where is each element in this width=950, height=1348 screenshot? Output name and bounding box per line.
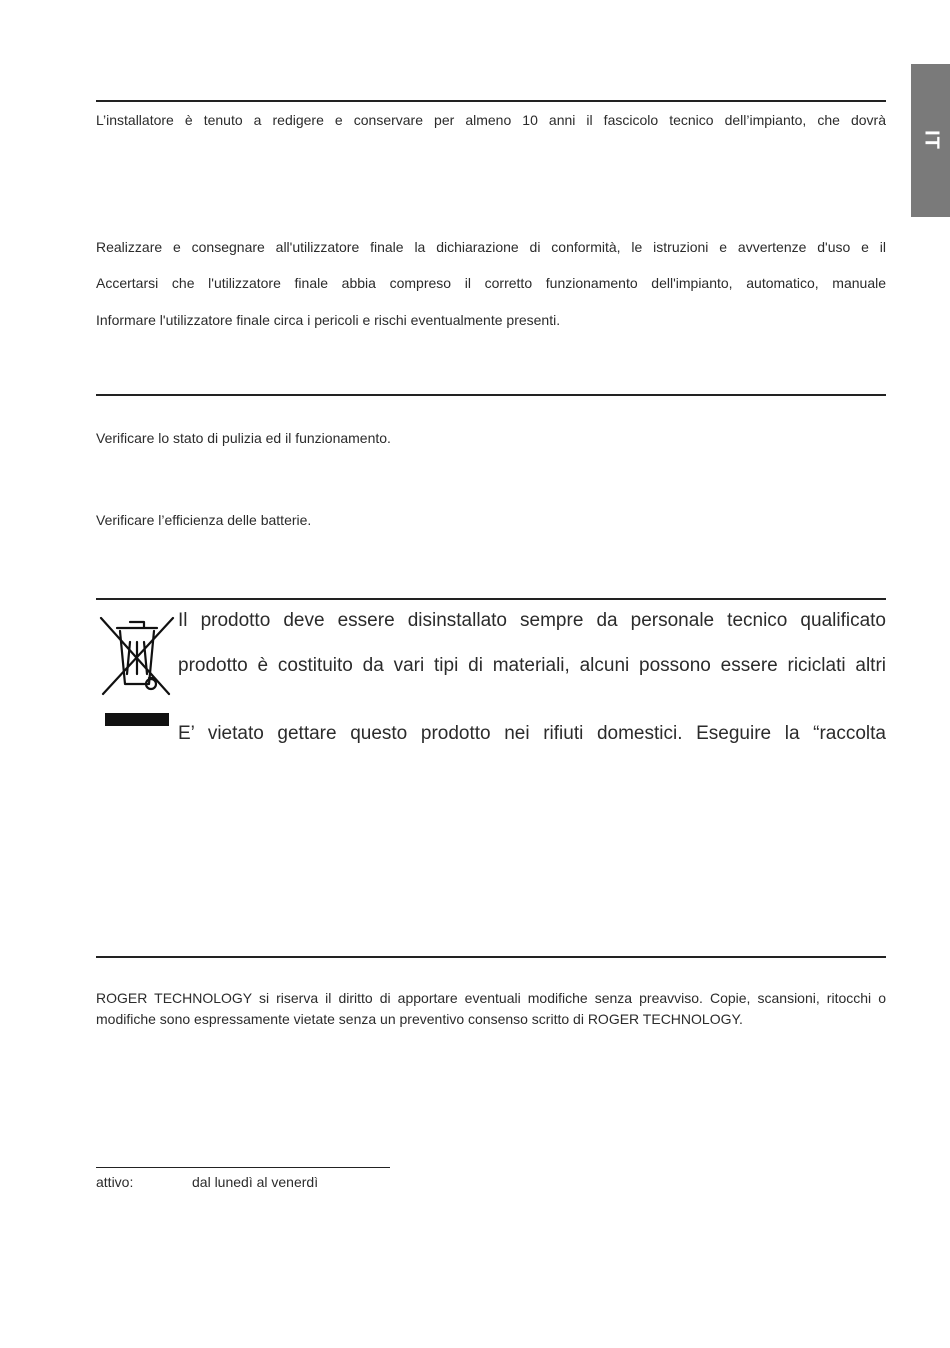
operation-paragraph: Accertarsi che l'utilizzatore finale abbia compreso il corretto funzionamento dell'impianto, automatico, manuale <box>96 275 886 291</box>
installer-paragraph: L’installatore è tenuto a redigere e conservare per almeno 10 anni il fascicolo tecnico dell’impianto, che dovrà <box>96 112 886 128</box>
risks-paragraph: Informare l'utilizzatore finale circa i pericoli e rischi eventualmente presenti. <box>96 312 561 328</box>
conformity-paragraph: Realizzare e consegnare all'utilizzatore finale la dichiarazione di conformità, le istruzioni e avvertenze d'uso e il <box>96 239 886 255</box>
section-divider <box>96 598 886 600</box>
battery-check-paragraph: Verificare l’efficienza delle batterie. <box>96 512 312 528</box>
contact-hours-label: attivo: <box>96 1174 134 1190</box>
section-divider <box>96 100 886 102</box>
section-divider <box>96 394 886 396</box>
contact-divider <box>96 1167 390 1168</box>
contact-hours-value: dal lunedì al venerdì <box>192 1174 319 1190</box>
copyright-notice: ROGER TECHNOLOGY si riserva il diritto di apportare eventuali modifiche senza preavviso. Copie, scansioni, ritocchi o modifiche sono espressamente vietate senza un preventivo consenso scritto di ROGER TECHNOLOGY. <box>96 990 886 1027</box>
crossed-out-wheelie-bin-icon <box>97 612 177 702</box>
disposal-paragraph-line2: prodotto è costituito da vari tipi di materiali, alcuni possono essere riciclati altri <box>178 655 886 676</box>
language-tab-label: IT <box>920 130 942 150</box>
language-tab <box>911 64 950 217</box>
disposal-paragraph-line3: E’ vietato gettare questo prodotto nei rifiuti domestici. Eseguire la “raccolta <box>178 723 886 744</box>
section-divider <box>96 956 886 958</box>
weee-separate-collection-bar <box>105 713 169 726</box>
cleaning-check-paragraph: Verificare lo stato di pulizia ed il funzionamento. <box>96 430 391 446</box>
disposal-paragraph-line1: Il prodotto deve essere disinstallato sempre da personale tecnico qualificato <box>178 610 886 631</box>
